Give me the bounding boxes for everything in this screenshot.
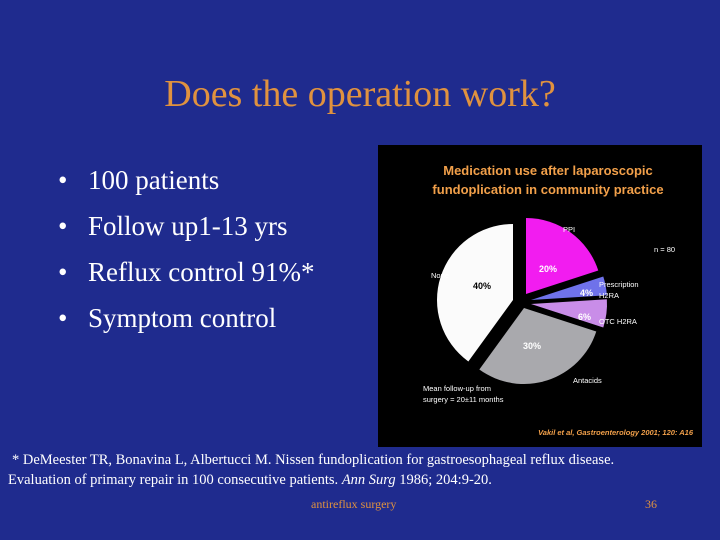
- chart-title-line1: Medication use after laparoscopic: [443, 163, 653, 178]
- footnote-line2-end: 1986; 204:9-20.: [399, 472, 492, 488]
- bullet-item: [58, 162, 314, 208]
- footnote-line2-text: Evaluation of primary repair in 100 consecutive patients.: [8, 472, 339, 488]
- bullet-text: Symptom control: [88, 303, 277, 333]
- bullet-marker: •: [58, 257, 68, 287]
- footnote: [8, 450, 713, 490]
- bullet-text: 100 patients: [88, 165, 220, 195]
- bullet-marker: •: [58, 165, 68, 195]
- slice-label-prescription-h2ra: H2RA: [599, 291, 620, 300]
- slice-label-prescription: Prescription: [599, 280, 639, 289]
- slice-label-ppi: PPI: [563, 225, 576, 234]
- bullet-list: [58, 162, 314, 346]
- footnote-line2: [8, 472, 492, 488]
- slice-pct-antacids: 30%: [523, 341, 542, 351]
- chart-title-line2: fundoplication in community practice: [432, 182, 664, 197]
- followup-note-line1: Mean follow-up from: [423, 384, 491, 393]
- bullet-text: Follow up1-13 yrs: [88, 211, 288, 241]
- slice-label-antacids: Antacids: [573, 376, 602, 385]
- bullet-text: Reflux control 91%*: [88, 257, 315, 287]
- slice-label-none: None: [431, 271, 449, 280]
- footnote-journal: Ann Surg: [341, 472, 396, 488]
- slice-pct-none: 40%: [473, 281, 492, 291]
- bullet-marker: •: [58, 303, 68, 333]
- pie-chart: [378, 145, 702, 447]
- bullet-item: [58, 254, 314, 300]
- slide-title: Does the operation work?: [164, 73, 556, 115]
- bullet-item: [58, 300, 314, 346]
- slice-label-otc-h2ra: OTC H2RA: [599, 317, 637, 326]
- slice-pct-otc: 6%: [578, 312, 592, 322]
- pie-chart-image: [378, 145, 702, 447]
- slice-pct-ppi: 20%: [539, 264, 558, 274]
- pie-slices: [437, 218, 607, 384]
- page-number: 36: [645, 497, 657, 511]
- followup-note-line2: surgery = 20±11 months: [423, 395, 504, 404]
- bullet-marker: •: [58, 211, 68, 241]
- footer-text: antireflux surgery: [311, 497, 397, 511]
- chart-citation: Vakil et al, Gastroenterology 2001; 120: A16: [538, 428, 693, 437]
- footnote-line1: * DeMeester TR, Bonavina L, Albertucci M. Nissen fundoplication for gastroesophageal reflux disease.: [12, 452, 615, 468]
- n-label: n = 80: [654, 245, 676, 254]
- slice-pct-prescription: 4%: [580, 288, 594, 298]
- bullet-item: [58, 208, 314, 254]
